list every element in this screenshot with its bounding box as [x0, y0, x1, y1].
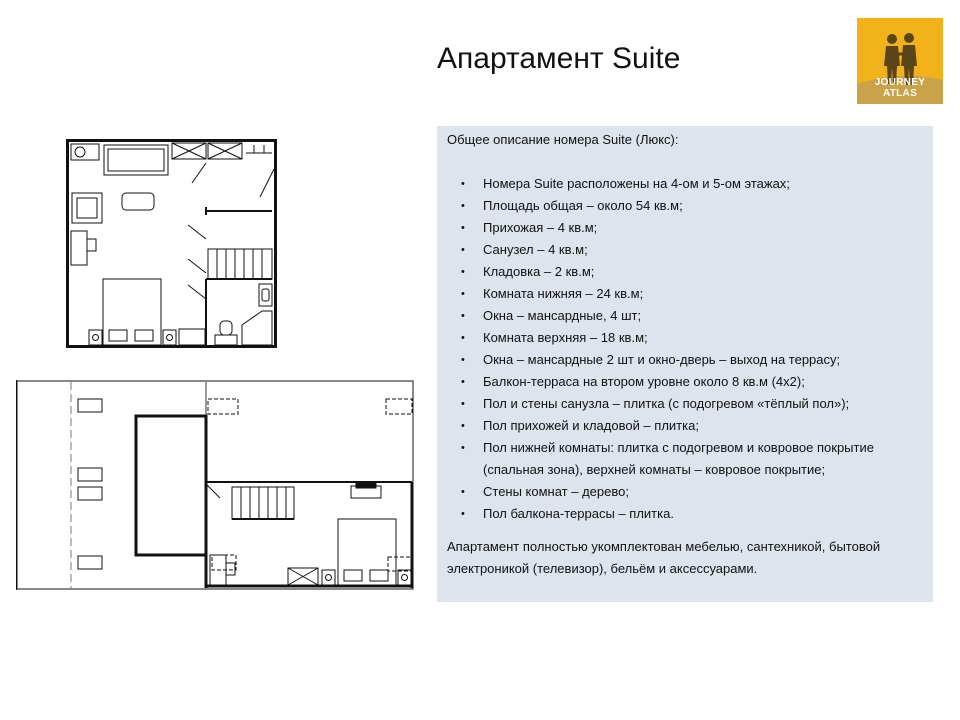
bullet-icon: • — [461, 420, 465, 432]
skylight-icon — [208, 399, 238, 414]
nightstand-icon — [398, 570, 411, 585]
bullet-icon: • — [461, 310, 465, 322]
bathtub-icon — [179, 329, 205, 345]
bed-icon — [103, 279, 161, 345]
list-item: • Окна – мансардные, 4 шт; — [447, 305, 923, 327]
bullet-icon: • — [461, 354, 465, 366]
outer-walls — [68, 141, 276, 347]
page-title: Апартамент Suite — [437, 42, 681, 75]
list-item: • Прихожая – 4 кв.м; — [447, 217, 923, 239]
logo-text: JOURNEY ATLAS — [874, 77, 926, 99]
list-item: • Пол прихожей и кладовой – плитка; — [447, 415, 923, 437]
list-item: • Номера Suite расположены на 4-ом и 5-ом этажах; — [447, 173, 923, 195]
bullet-icon: • — [461, 178, 465, 190]
list-item: • Санузел – 4 кв.м; — [447, 239, 923, 261]
bullet-icon: • — [461, 332, 465, 344]
list-item: • Комната нижняя – 24 кв.м; — [447, 283, 923, 305]
bullet-icon: • — [461, 288, 465, 300]
skylight-icon — [78, 399, 102, 412]
list-item: • Пол и стены санузла – плитка (с подогревом «тёплый пол»); — [447, 393, 923, 415]
list-item: • Пол нижней комнаты: плитка с подогревом и ковровое покрытие (спальная зона), верхней комнаты – ковровое покрытие; — [447, 437, 923, 481]
list-item: • Комната верхняя – 18 кв.м; — [447, 327, 923, 349]
nightstand-icon — [322, 570, 335, 585]
skylight-icon — [78, 556, 102, 569]
list-item: • Стены комнат – дерево; — [447, 481, 923, 503]
nightstand-icon — [89, 330, 102, 345]
list-item: • Балкон-терраса на втором уровне около 8 кв.м (4х2); — [447, 371, 923, 393]
description-panel — [437, 126, 933, 602]
bullet-icon: • — [461, 222, 465, 234]
journey-atlas-logo — [857, 18, 943, 104]
lower-floor-plan — [66, 139, 278, 351]
description-heading: Общее описание номера Suite (Люкс): — [447, 132, 679, 147]
toilet-icon — [215, 335, 237, 345]
outer-walls — [17, 381, 413, 589]
shower-icon — [242, 311, 272, 345]
desk-icon — [71, 231, 87, 265]
list-item: • Пол балкона-террасы – плитка. — [447, 503, 923, 525]
description-footer: Апартамент полностью укомплектован мебелью, сантехникой, бытовой электроникой (телевизор), бельём и аксессуарами. — [447, 539, 881, 576]
bullet-icon: • — [461, 266, 465, 278]
coffee-table-icon — [122, 193, 154, 210]
bullet-icon: • — [461, 442, 465, 454]
list-item: • Окна – мансардные 2 шт и окно-дверь – выход на террасу; — [447, 349, 923, 371]
upper-floor-plan — [16, 380, 416, 592]
feature-list — [447, 173, 923, 525]
skylight-icon — [388, 557, 412, 571]
list-item: • Площадь общая – около 54 кв.м; — [447, 195, 923, 217]
skylight-icon — [78, 487, 102, 500]
bullet-icon: • — [461, 244, 465, 256]
bullet-icon: • — [461, 376, 465, 388]
list-item: • Кладовка – 2 кв.м; — [447, 261, 923, 283]
bullet-icon: • — [461, 200, 465, 212]
bullet-icon: • — [461, 508, 465, 520]
nightstand-icon — [163, 330, 176, 345]
skylight-icon — [386, 399, 412, 414]
bed-icon — [338, 519, 396, 585]
skylight-icon — [78, 468, 102, 481]
washbasin-icon — [259, 284, 272, 306]
stair-void — [136, 416, 206, 555]
bullet-icon: • — [461, 486, 465, 498]
bullet-icon: • — [461, 398, 465, 410]
